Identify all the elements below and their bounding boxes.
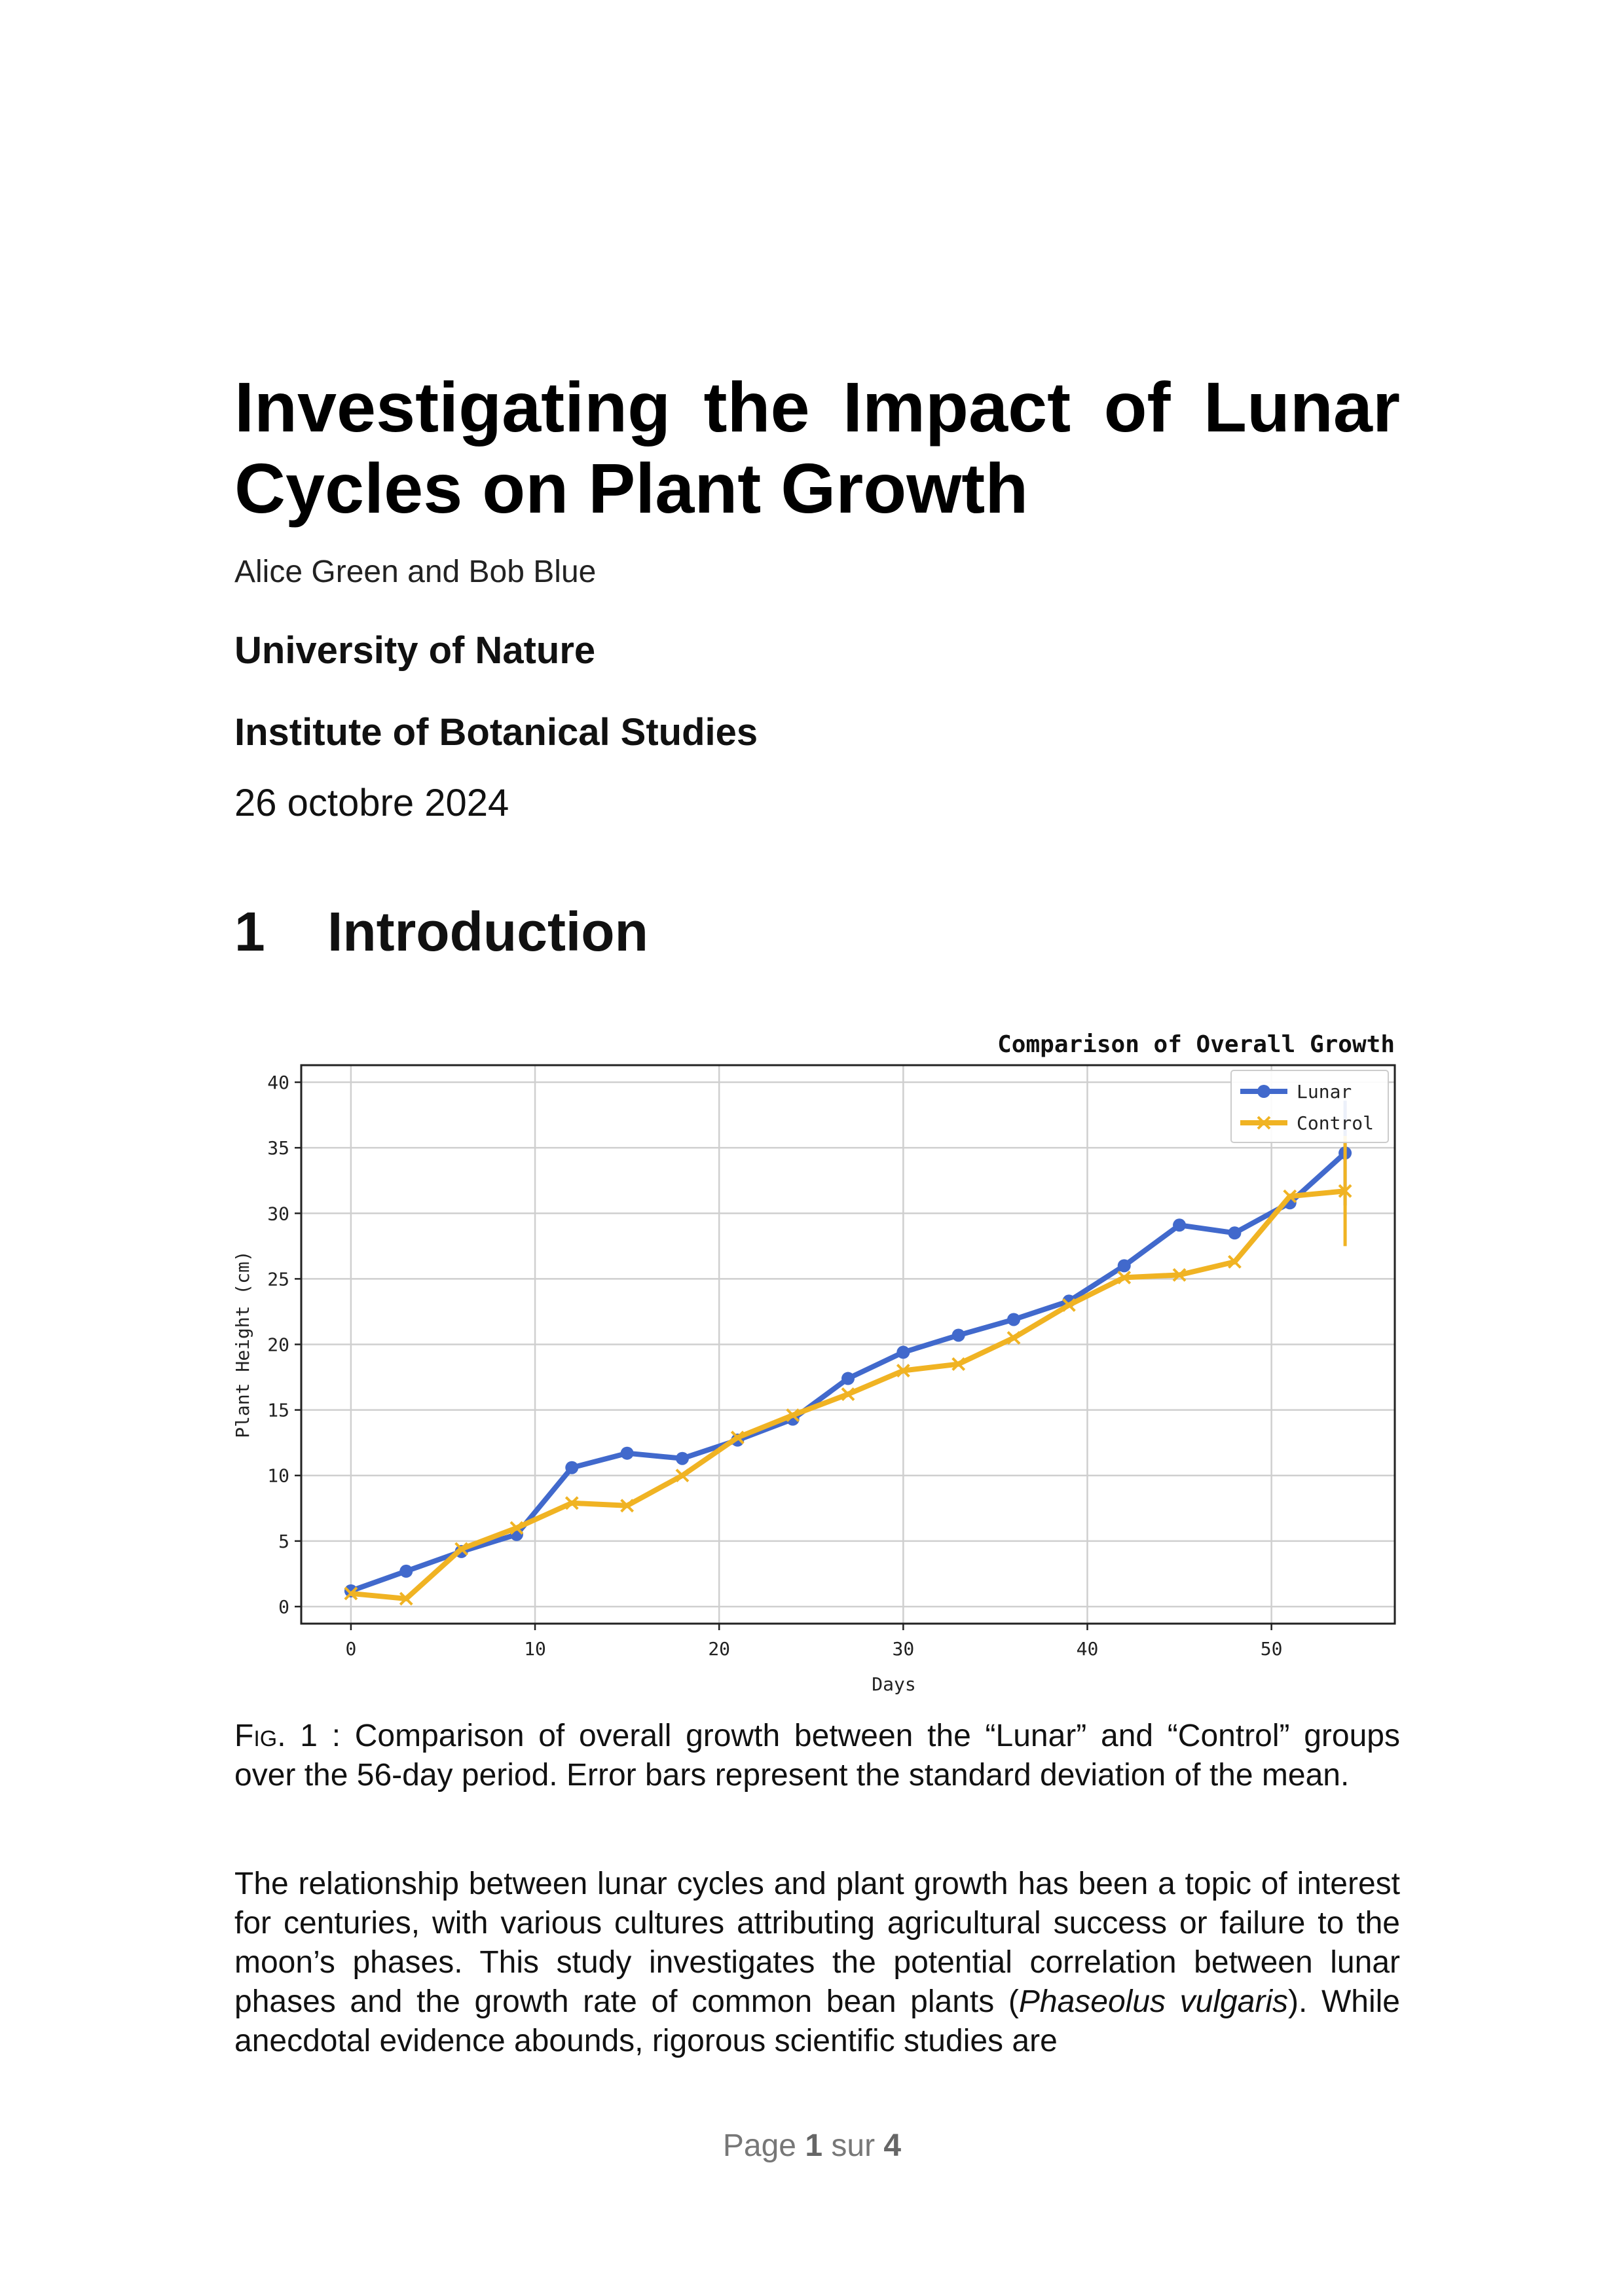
section-title: Introduction <box>327 901 648 962</box>
x-tick-label: 20 <box>708 1638 731 1660</box>
lunar-point <box>841 1372 855 1385</box>
section-number: 1 <box>234 901 265 962</box>
y-tick-label: 30 <box>267 1203 289 1225</box>
figure-caption <box>234 1717 1400 1795</box>
page-footer <box>0 2128 1624 2164</box>
y-axis-label: Plant Height (cm) <box>232 1250 253 1438</box>
y-tick-label: 5 <box>278 1530 289 1552</box>
authors: Alice Green and Bob Blue <box>234 555 597 589</box>
species-name: Phaseolus vulgaris <box>1018 1984 1289 2019</box>
lunar-point <box>565 1461 578 1474</box>
x-tick-label: 50 <box>1260 1638 1283 1660</box>
lunar-point <box>1228 1226 1241 1239</box>
x-tick-label: 30 <box>892 1638 915 1660</box>
y-tick-label: 25 <box>267 1268 289 1290</box>
lunar-point <box>621 1447 634 1460</box>
intro-paragraph <box>234 1865 1400 2061</box>
footer-prefix: Page <box>722 2128 805 2163</box>
x-axis-label: Days <box>872 1673 916 1695</box>
y-tick-label: 0 <box>278 1595 289 1618</box>
lunar-point <box>399 1565 413 1578</box>
y-tick-label: 40 <box>267 1072 289 1094</box>
x-tick-label: 40 <box>1076 1638 1099 1660</box>
lunar-point <box>952 1328 965 1341</box>
legend-control-label: Control <box>1297 1112 1375 1134</box>
lunar-series-line <box>351 1153 1345 1591</box>
footer-total: 4 <box>883 2128 902 2163</box>
section-heading <box>234 900 648 964</box>
y-tick-label: 10 <box>267 1465 289 1487</box>
chart-title: Comparison of Overall Growth <box>997 1031 1395 1058</box>
footer-middle: sur <box>822 2128 884 2163</box>
y-tick-label: 20 <box>267 1334 289 1356</box>
x-tick-label: 0 <box>345 1638 357 1660</box>
x-tick-label: 10 <box>524 1638 546 1660</box>
growth-chart <box>223 1018 1401 1699</box>
figure-label: Fig. 1 <box>234 1719 318 1753</box>
lunar-point <box>1007 1313 1020 1326</box>
institute: Institute of Botanical Studies <box>234 711 758 754</box>
caption-text: : Comparison of overall growth between the “Lunar” and “Control” groups over the 56-day period. Error bars represent the standard deviation of the mean. <box>234 1719 1400 1793</box>
lunar-point <box>1118 1259 1131 1272</box>
y-tick-label: 15 <box>267 1399 289 1421</box>
paper-title: Investigating the Impact of Lunar Cycles on Plant Growth <box>234 367 1400 528</box>
lunar-point <box>1173 1218 1186 1231</box>
lunar-point <box>676 1452 689 1465</box>
university: University of Nature <box>234 629 596 672</box>
intro-text-end: ). While anecdotal evidence abounds, rigorous scientific studies are <box>234 1984 1400 2058</box>
lunar-point <box>896 1346 910 1359</box>
date: 26 octobre 2024 <box>234 782 509 824</box>
footer-page: 1 <box>805 2128 823 2163</box>
legend-lunar-marker <box>1257 1085 1270 1098</box>
legend-lunar-label: Lunar <box>1297 1081 1352 1102</box>
intro-text-start: The relationship between lunar cycles and plant growth has been a topic of interest for centuries, with various cultures attributing agricultural success or failure to the moon’s phases. This study investigates the potential correlation between lunar phases and the growth rate of common bean plants ( <box>234 1867 1400 2019</box>
y-tick-label: 35 <box>267 1137 289 1159</box>
